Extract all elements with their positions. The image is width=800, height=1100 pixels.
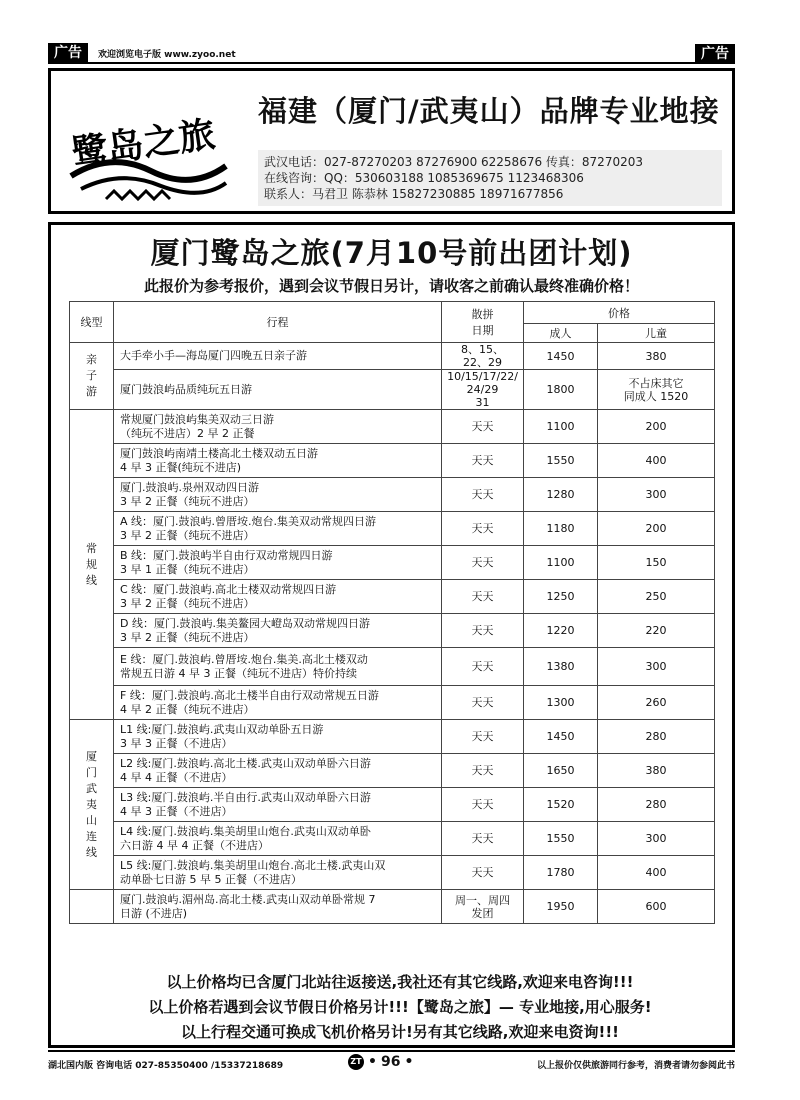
top-bar [48,44,735,64]
table-row [70,478,715,512]
ad-tag-left: 广告 [48,43,88,63]
date-cell: 10/15/17/22/ 24/29 31 [442,370,524,410]
contact-qq: 在线咨询：QQ：530603188 1085369675 1123468306 [264,171,584,185]
bottom-left-text: 湖北国内版 咨询电话 027-85350400 /15337218689 [48,1061,284,1071]
route-cell: 厦门.鼓浪屿.泉州双动四日游 3 早 2 正餐（纯玩不进店） [114,478,442,512]
date-cell: 天天 [442,856,524,890]
route-cell: 厦门鼓浪屿品质纯玩五日游 [114,370,442,410]
date-cell: 天天 [442,444,524,478]
category-cell: 亲 子 游 [70,343,114,410]
bottom-bar [48,1050,735,1072]
price-table [69,301,715,924]
route-cell: A 线：厦门.鼓浪屿.曾厝垵.炮台.集美双动常规四日游 3 早 2 正餐（纯玩不进店） [114,512,442,546]
date-cell: 天天 [442,686,524,720]
table-row [70,648,715,686]
bullet-right: • [404,1054,414,1070]
route-cell: D 线：厦门.鼓浪屿.集美鳌园大嶝岛双动常规四日游 3 早 2 正餐（纯玩不进店） [114,614,442,648]
adult-price-cell: 1100 [524,410,598,444]
table-row [70,856,715,890]
route-cell: B 线：厦门.鼓浪屿半自由行双动常规四日游 3 早 1 正餐（纯玩不进店） [114,546,442,580]
date-cell: 天天 [442,614,524,648]
adult-price-cell: 1780 [524,856,598,890]
adult-price-cell: 1100 [524,546,598,580]
date-cell: 天天 [442,546,524,580]
table-row [70,410,715,444]
table-row [70,614,715,648]
footer-line-3: 以上行程交通可换成飞机价格另计!另有其它线路,欢迎来电资询!!! [180,1023,620,1041]
date-cell: 天天 [442,788,524,822]
logo-text: 鹭岛之旅 [69,113,218,175]
child-price-cell: 200 [598,410,715,444]
site-url[interactable]: 欢迎浏览电子版 www.zyoo.net [98,49,236,60]
child-price-cell: 300 [598,648,715,686]
footer-line-1: 以上价格均已含厦门北站往返接送,我社还有其它线路,欢迎来电咨询!!! [166,973,634,991]
adult-price-cell: 1220 [524,614,598,648]
adult-price-cell: 1950 [524,890,598,924]
route-cell: 厦门.鼓浪屿.湄州岛.高北土楼.武夷山双动单卧常规 7 日游 (不进店) [114,890,442,924]
adult-price-cell: 1550 [524,444,598,478]
date-cell: 周一、周四 发团 [442,890,524,924]
table-row [70,370,715,410]
date-cell: 天天 [442,720,524,754]
category-cell: 常 规 线 [70,410,114,720]
child-price-cell: 220 [598,614,715,648]
contact-person: 联系人：马君卫 陈恭林 15827230885 18971677856 [264,187,564,201]
child-price-cell: 300 [598,822,715,856]
adult-price-cell: 1300 [524,686,598,720]
route-cell: L1 线:厦门.鼓浪屿.武夷山双动单卧五日游 3 早 3 正餐（不进店） [114,720,442,754]
logo [51,71,236,211]
sub-title: 此报价为参考报价，遇到会议节假日另计，请收客之前确认最终准确价格！ [143,277,639,295]
header-banner [48,68,735,214]
header-date: 散拼 日期 [442,302,524,343]
table-row [70,343,715,370]
child-price-cell: 200 [598,512,715,546]
table-row [70,512,715,546]
child-price-cell: 600 [598,890,715,924]
route-cell: 常规厦门鼓浪屿集美双动三日游 （纯玩不进店）2 早 2 正餐 [114,410,442,444]
child-price-cell: 380 [598,754,715,788]
adult-price-cell: 1380 [524,648,598,686]
date-cell: 8、15、 22、29 [442,343,524,370]
table-row [70,546,715,580]
contact-box [258,150,722,206]
route-cell: L2 线:厦门.鼓浪屿.高北土楼.武夷山双动单卧六日游 4 早 4 正餐（不进店） [114,754,442,788]
adult-price-cell: 1180 [524,512,598,546]
adult-price-cell: 1280 [524,478,598,512]
contact-phone: 武汉电话：027-87270203 87276900 62258676 传真：87270203 [264,155,643,169]
date-cell: 天天 [442,754,524,788]
date-cell: 天天 [442,580,524,614]
table-row [70,444,715,478]
route-cell: L4 线:厦门.鼓浪屿.集美胡里山炮台.武夷山双动单卧 六日游 4 早 4 正餐（不进店） [114,822,442,856]
header-adult: 成人 [524,324,598,343]
ad-tag-right: 广告 [695,44,735,64]
route-cell: 厦门鼓浪屿南靖土楼高北土楼双动五日游 4 早 3 正餐(纯玩不进店) [114,444,442,478]
logo-graphic [51,71,236,211]
magazine-badge-icon: ZT [348,1054,364,1070]
table-row [70,686,715,720]
route-cell: E 线：厦门.鼓浪屿.曾厝垵.炮台.集美.高北土楼双动 常规五日游 4 早 3 正餐（纯玩不进店）特价持续 [114,648,442,686]
bullet-left: • [368,1054,377,1070]
child-price-cell: 400 [598,856,715,890]
child-price-cell: 260 [598,686,715,720]
table-row [70,580,715,614]
adult-price-cell: 1550 [524,822,598,856]
date-cell: 天天 [442,478,524,512]
header-child: 儿童 [598,324,715,343]
child-price-cell: 150 [598,546,715,580]
main-content [48,222,735,1048]
child-price-cell: 250 [598,580,715,614]
header-route: 行程 [114,302,442,343]
price-table-body [70,343,715,924]
table-row [70,788,715,822]
category-cell [70,890,114,924]
child-price-cell: 280 [598,720,715,754]
date-cell: 天天 [442,648,524,686]
page-number: 96 [380,1054,401,1070]
adult-price-cell: 1520 [524,788,598,822]
bottom-right-text: 以上报价仅供旅游同行参考，消费者请勿参阅此书 [536,1061,735,1071]
table-row [70,822,715,856]
table-row [70,890,715,924]
adult-price-cell: 1450 [524,720,598,754]
page-number-area [348,1054,413,1070]
adult-price-cell: 1250 [524,580,598,614]
date-cell: 天天 [442,822,524,856]
header-title: 福建（厦门/武夷山）品牌专业地接 [258,94,720,128]
child-price-cell: 不占床其它 同成人 1520 [598,370,715,410]
date-cell: 天天 [442,512,524,546]
route-cell: L3 线:厦门.鼓浪屿.半自由行.武夷山双动单卧六日游 4 早 3 正餐（不进店） [114,788,442,822]
route-cell: F 线：厦门.鼓浪屿.高北土楼半自由行双动常规五日游 4 早 2 正餐（纯玩不进店） [114,686,442,720]
route-cell: 大手牵小手—海岛厦门四晚五日亲子游 [114,343,442,370]
child-price-cell: 380 [598,343,715,370]
adult-price-cell: 1450 [524,343,598,370]
child-price-cell: 400 [598,444,715,478]
header-price: 价格 [524,302,715,324]
header-type: 线型 [70,302,114,343]
main-title: 厦门鹭岛之旅(7月10号前出团计划) [150,236,633,270]
child-price-cell: 300 [598,478,715,512]
child-price-cell: 280 [598,788,715,822]
date-cell: 天天 [442,410,524,444]
adult-price-cell: 1650 [524,754,598,788]
table-row [70,754,715,788]
table-row [70,720,715,754]
footer-line-2: 以上价格若遇到会议节假日价格另计!!!【鹭岛之旅】— 专业地接,用心服务! [148,998,652,1016]
route-cell: C 线：厦门.鼓浪屿.高北土楼双动常规四日游 3 早 2 正餐（纯玩不进店） [114,580,442,614]
category-cell: 厦 门 武 夷 山 连 线 [70,720,114,890]
adult-price-cell: 1800 [524,370,598,410]
header-info [236,71,732,211]
route-cell: L5 线:厦门.鼓浪屿.集美胡里山炮台.高北土楼.武夷山双 动单卧七日游 5 早 5 正餐（不进店） [114,856,442,890]
